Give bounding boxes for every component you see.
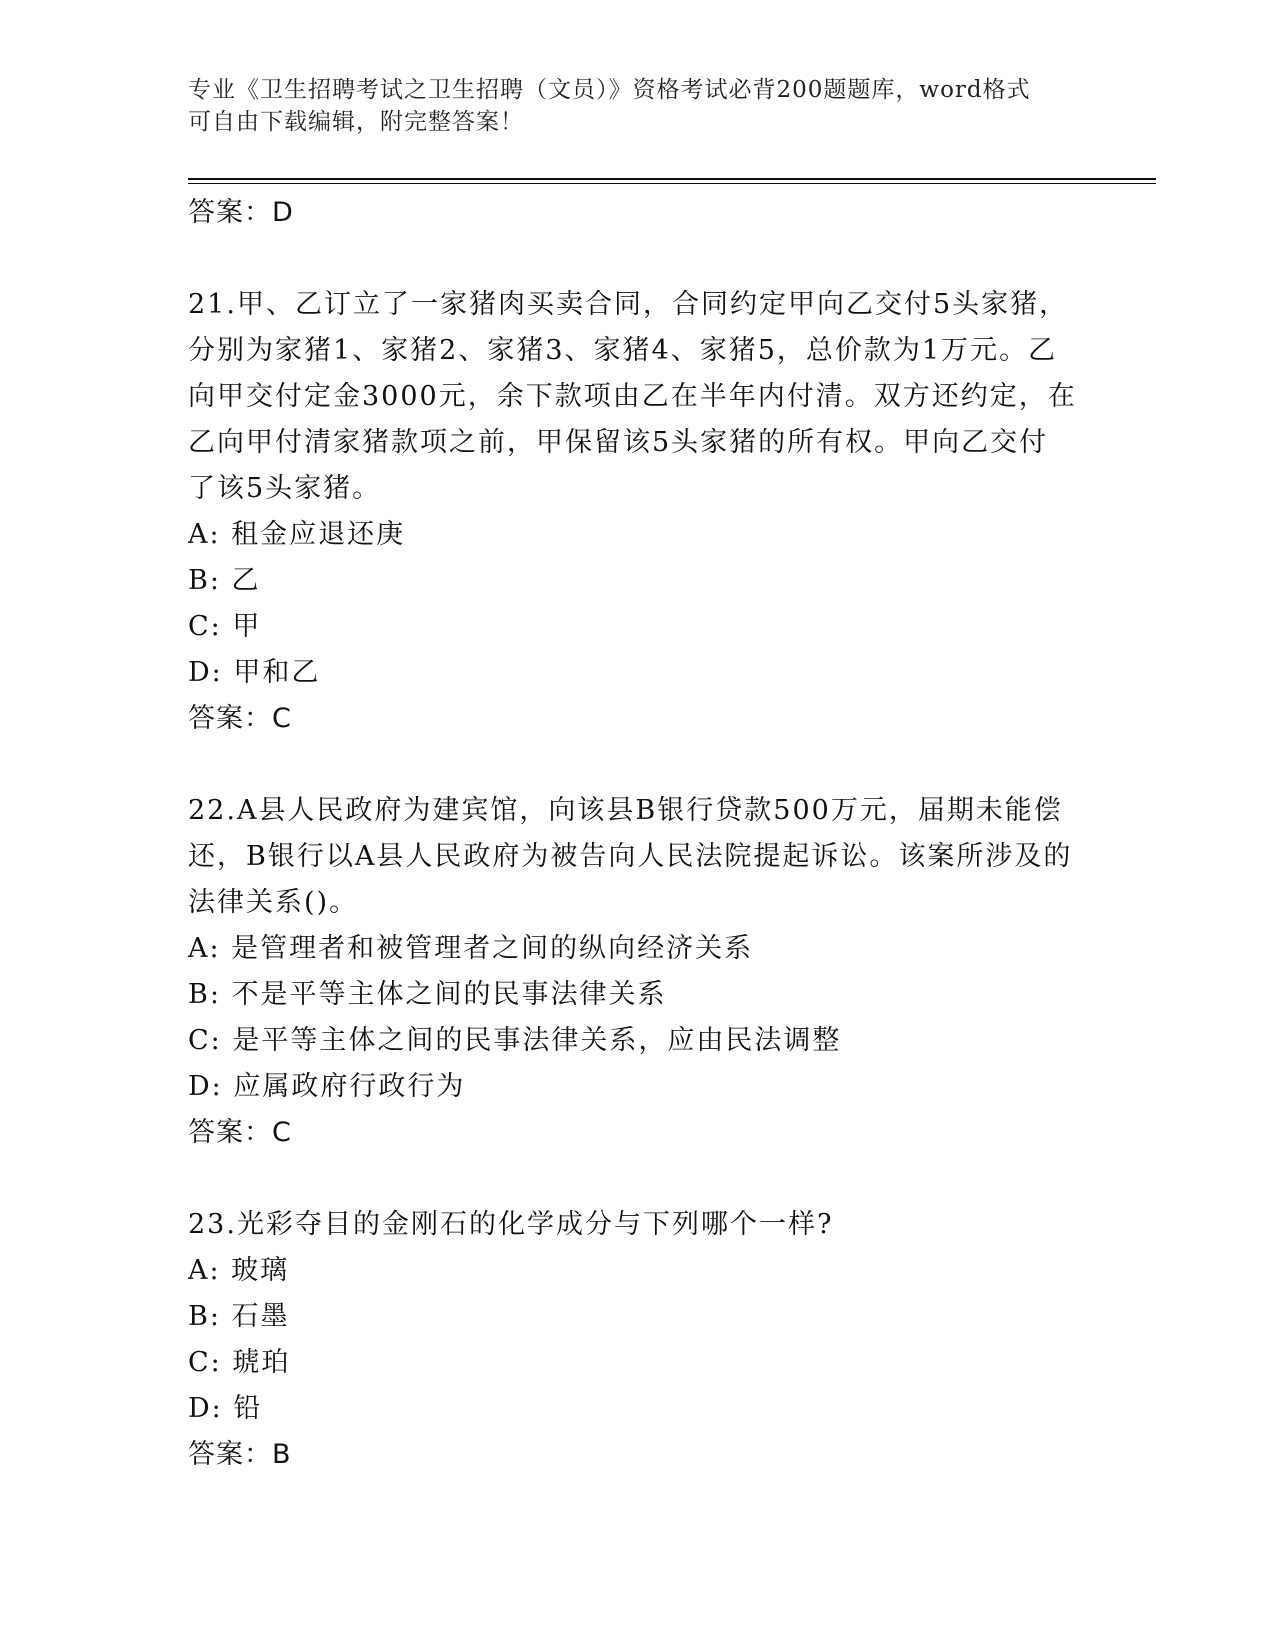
header-divider bbox=[188, 178, 1156, 184]
question-line: 还，B银行以A县人民政府为被告向人民法院提起诉讼。该案所涉及的 bbox=[188, 841, 1073, 872]
option-a: A: 租金应退还庚 bbox=[188, 519, 406, 550]
option-d: D: 甲和乙 bbox=[188, 657, 321, 688]
page-header bbox=[188, 74, 1068, 138]
question-block bbox=[188, 282, 1088, 742]
question-block bbox=[188, 1202, 1088, 1478]
option-b: B: 石墨 bbox=[188, 1301, 290, 1332]
header-line-2: 可自由下载编辑，附完整答案！ bbox=[188, 109, 524, 135]
option-c: C: 琥珀 bbox=[188, 1347, 291, 1378]
option-c: C: 是平等主体之间的民事法律关系，应由民法调整 bbox=[188, 1025, 842, 1056]
question-line: 向甲交付定金3000元，余下款项由乙在半年内付清。双方还约定，在 bbox=[188, 381, 1077, 412]
question-line: 23.光彩夺目的金刚石的化学成分与下列哪个一样? bbox=[188, 1209, 834, 1240]
option-a: A: 玻璃 bbox=[188, 1255, 290, 1286]
question-line: 乙向甲付清家猪款项之前，甲保留该5头家猪的所有权。甲向乙交付 bbox=[188, 427, 1049, 458]
spacer bbox=[188, 1156, 1088, 1202]
option-b: B: 不是平等主体之间的民事法律关系 bbox=[188, 979, 667, 1010]
question-line: 了该5头家猪。 bbox=[188, 473, 382, 504]
question-line: 22.A县人民政府为建宾馆，向该县B银行贷款500万元，届期未能偿 bbox=[188, 795, 1063, 826]
question-text bbox=[188, 788, 1088, 926]
option-a: A: 是管理者和被管理者之间的纵向经济关系 bbox=[188, 933, 754, 964]
answer-line: 答案：C bbox=[188, 1117, 292, 1148]
header-line-1: 专业《卫生招聘考试之卫生招聘（文员）》资格考试必背200题题库，word格式 bbox=[188, 77, 1031, 103]
answer-line: 答案：B bbox=[188, 1439, 292, 1470]
question-text bbox=[188, 282, 1088, 512]
option-c: C: 甲 bbox=[188, 611, 262, 642]
question-text bbox=[188, 1202, 1088, 1248]
spacer bbox=[188, 236, 1088, 282]
question-line: 21.甲、乙订立了一家猪肉买卖合同，合同约定甲向乙交付5头家猪， bbox=[188, 289, 1069, 320]
question-line: 分别为家猪1、家猪2、家猪3、家猪4、家猪5，总价款为1万元。乙 bbox=[188, 335, 1058, 366]
document-body bbox=[188, 190, 1088, 1478]
previous-answer: 答案：D bbox=[188, 197, 294, 228]
answer-line: 答案：C bbox=[188, 703, 292, 734]
option-b: B: 乙 bbox=[188, 565, 261, 596]
spacer bbox=[188, 742, 1088, 788]
option-d: D: 应属政府行政行为 bbox=[188, 1071, 466, 1102]
option-d: D: 铅 bbox=[188, 1393, 263, 1424]
question-block bbox=[188, 788, 1088, 1156]
question-line: 法律关系()。 bbox=[188, 887, 359, 918]
